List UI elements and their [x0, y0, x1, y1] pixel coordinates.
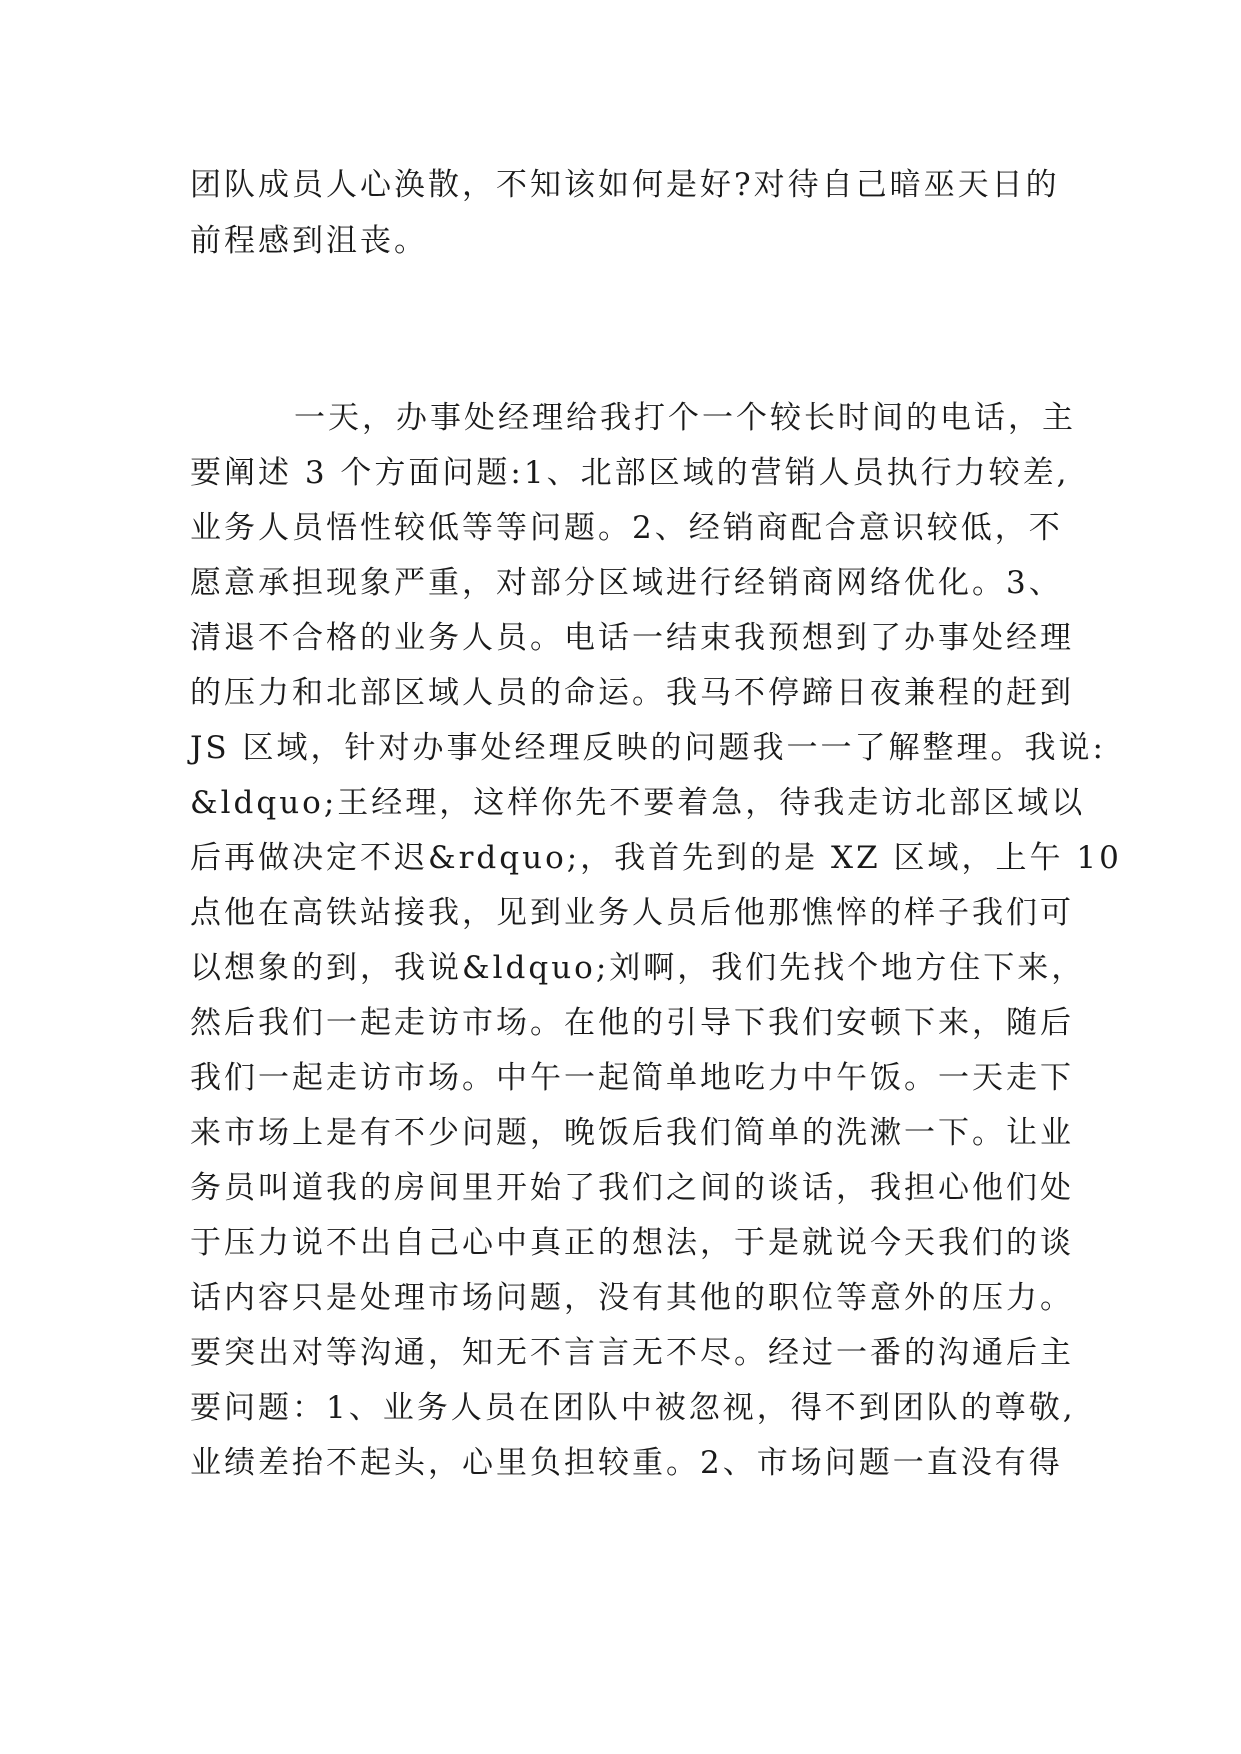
- paragraph-1-line-1: 团队成员人心涣散，不知该如何是好?对待自己暗巫天日的: [190, 167, 1060, 203]
- paragraph-2-line-5: 清退不合格的业务人员。电话一结束我预想到了办事处经理: [190, 620, 1074, 656]
- paragraph-2-line-11: 以想象的到，我说&ldquo;刘啊，我们先找个地方住下来，: [190, 950, 1086, 986]
- paragraph-2-line-18: 要突出对等沟通，知无不言言无不尽。经过一番的沟通后主: [190, 1335, 1074, 1371]
- paragraph-2-line-9: 后再做决定不迟&rdquo;，我首先到的是 XZ 区域，上午 10: [190, 840, 1122, 876]
- paragraph-2-line-12: 然后我们一起走访市场。在他的引导下我们安顿下来，随后: [190, 1005, 1074, 1041]
- paragraph-2-line-3: 业务人员悟性较低等等问题。2、经销商配合意识较低，不: [190, 510, 1063, 546]
- paragraph-2-line-15: 务员叫道我的房间里开始了我们之间的谈话，我担心他们处: [190, 1170, 1074, 1206]
- paragraph-2-line-1: 一天，办事处经理给我打个一个较长时间的电话，主: [294, 400, 1076, 436]
- paragraph-2-line-13: 我们一起走访市场。中午一起简单地吃力中午饭。一天走下: [190, 1060, 1074, 1096]
- paragraph-1-line-2: 前程感到沮丧。: [190, 223, 428, 259]
- paragraph-2-line-6: 的压力和北部区域人员的命运。我马不停蹄日夜兼程的赶到: [190, 675, 1074, 711]
- paragraph-2-line-14: 来市场上是有不少问题，晚饭后我们简单的洗漱一下。让业: [190, 1115, 1074, 1151]
- paragraph-2-line-16: 于压力说不出自己心中真正的想法，于是就说今天我们的谈: [190, 1225, 1074, 1261]
- paragraph-2-line-8: &ldquo;王经理，这样你先不要着急，待我走访北部区域以: [190, 785, 1086, 821]
- paragraph-2-line-10: 点他在高铁站接我，见到业务人员后他那憔悴的样子我们可: [190, 895, 1074, 931]
- paragraph-2-line-19: 要问题：1、业务人员在团队中被忽视，得不到团队的尊敬,: [190, 1390, 1076, 1426]
- paragraph-2-line-7: JS 区域，针对办事处经理反映的问题我一一了解整理。我说:: [190, 730, 1106, 766]
- paragraph-2-line-4: 愿意承担现象严重，对部分区域进行经销商网络优化。3、: [190, 565, 1063, 601]
- paragraph-2-line-2: 要阐述 3 个方面问题:1、北部区域的营销人员执行力较差,: [190, 455, 1070, 491]
- paragraph-2-line-20: 业绩差抬不起头，心里负担较重。2、市场问题一直没有得: [190, 1445, 1063, 1481]
- paragraph-2-line-17: 话内容只是处理市场问题，没有其他的职位等意外的压力。: [190, 1280, 1074, 1316]
